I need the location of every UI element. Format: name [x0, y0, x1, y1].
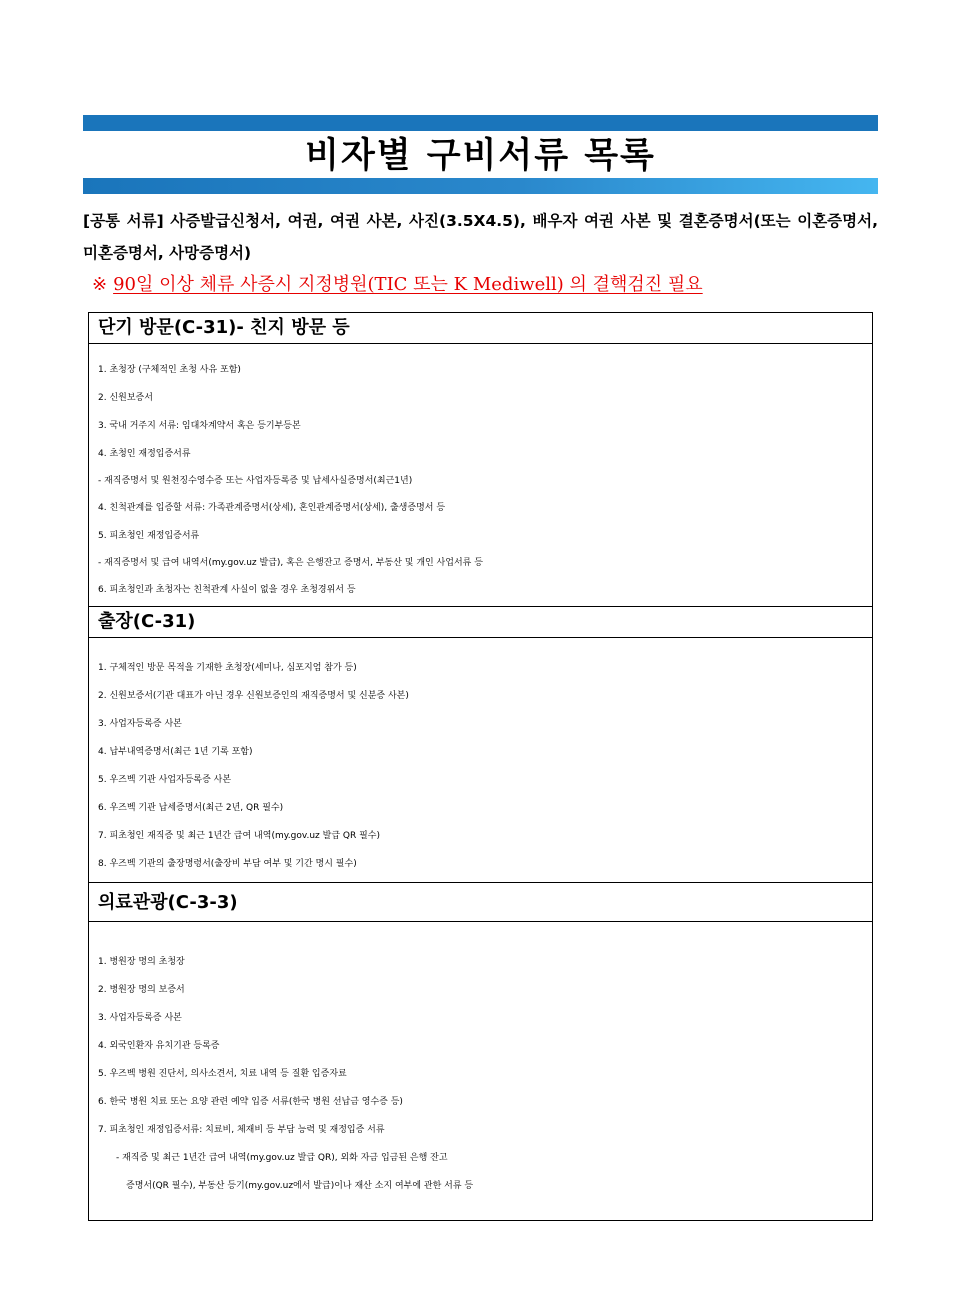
list-item: 4. 납부내역증명서(최근 1년 기록 포함)	[98, 747, 253, 757]
section-body-medical-tourism	[89, 922, 872, 1220]
list-item: 4. 친척관계를 입증할 서류: 가족관계증명서(상세), 혼인관계증명서(상세), 출생증명서 등	[98, 503, 446, 513]
section-title-medical-tourism: 의료관광(C-3-3)	[89, 883, 872, 922]
list-item: 5. 피초청인 재정입증서류	[98, 531, 200, 541]
list-item: 2. 신원보증서	[98, 393, 153, 403]
list-item: 1. 구체적인 방문 목적을 기재한 초청장(세미나, 심포지엄 참가 등)	[98, 663, 357, 673]
list-item: 2. 신원보증서(기관 대표가 아닌 경우 신원보증인의 재직증명서 및 신분증 사본)	[98, 691, 409, 701]
header-top-bar	[83, 115, 878, 131]
section-title-short-visit: 단기 방문(C-31)- 친지 방문 등	[89, 313, 872, 344]
list-item: 증명서(QR 필수), 부동산 등기(my.gov.uz에서 발급)이나 재산 소지 여부에 관한 서류 등	[126, 1181, 474, 1191]
warning-text: 90일 이상 체류 사증시 지정병원(TIC 또는 K Mediwell) 의 결핵검진 필요	[113, 274, 703, 295]
list-item: 7. 피초청인 재직증 및 최근 1년간 급여 내역(my.gov.uz 발급 QR 필수)	[98, 831, 380, 841]
list-item: 8. 우즈벡 기관의 출장명령서(출장비 부담 여부 및 기간 명시 필수)	[98, 859, 357, 869]
list-item: 4. 초청인 재정입증서류	[98, 449, 191, 459]
list-item: - 재직증 및 최근 1년간 급여 내역(my.gov.uz 발급 QR), 외화 자금 입금된 은행 잔고	[116, 1153, 448, 1163]
section-title-business: 출장(C-31)	[89, 607, 872, 638]
list-item: - 재직증명서 및 급여 내역서(my.gov.uz 발급), 혹은 은행잔고 증명서, 부동산 및 개인 사업서류 등	[98, 558, 483, 568]
section-body-short-visit	[89, 344, 872, 607]
tb-warning	[92, 270, 703, 296]
list-item: 3. 사업자등록증 사본	[98, 719, 182, 729]
header-bottom-bar	[83, 178, 878, 194]
list-item: 4. 외국인환자 유치기관 등록증	[98, 1041, 220, 1051]
list-item: 3. 사업자등록증 사본	[98, 1013, 182, 1023]
list-item: 6. 피초청인과 초청자는 친척관계 사실이 없을 경우 초청경위서 등	[98, 585, 356, 595]
list-item: 5. 우즈벡 기관 사업자등록증 사본	[98, 775, 232, 785]
visa-documents-table	[88, 312, 873, 1221]
list-item: 6. 우즈벡 기관 납세증명서(최근 2년, QR 필수)	[98, 803, 284, 813]
list-item: 2. 병원장 명의 보증서	[98, 985, 185, 995]
page-title: 비자별 구비서류 목록	[305, 136, 656, 176]
common-documents: [공통 서류] 사증발급신청서, 여권, 여권 사본, 사진(3.5X4.5), 배우자 여권 사본 및 결혼증명서(또는 이혼증명서, 미혼증명서, 사망증명서)	[83, 212, 878, 262]
list-item: 1. 병원장 명의 초청장	[98, 957, 185, 967]
reference-mark-icon: ※	[92, 274, 108, 295]
list-item: 1. 초청장 (구체적인 초청 사유 포함)	[98, 365, 241, 375]
list-item: 5. 우즈벡 병원 진단서, 의사소견서, 치료 내역 등 질환 입증자료	[98, 1069, 347, 1079]
list-item: 3. 국내 거주지 서류: 임대차계약서 혹은 등기부등본	[98, 421, 301, 431]
list-item: 6. 한국 병원 치료 또는 요양 관련 예약 입증 서류(한국 병원 선납금 영수증 등)	[98, 1097, 403, 1107]
list-item: - 재직증명서 및 원천징수영수증 또는 사업자등록증 및 납세사실증명서(최근1년)	[98, 476, 413, 486]
section-body-business	[89, 638, 872, 883]
list-item: 7. 피초청인 재정입증서류: 치료비, 체재비 등 부담 능력 및 재정입증 서류	[98, 1125, 385, 1135]
